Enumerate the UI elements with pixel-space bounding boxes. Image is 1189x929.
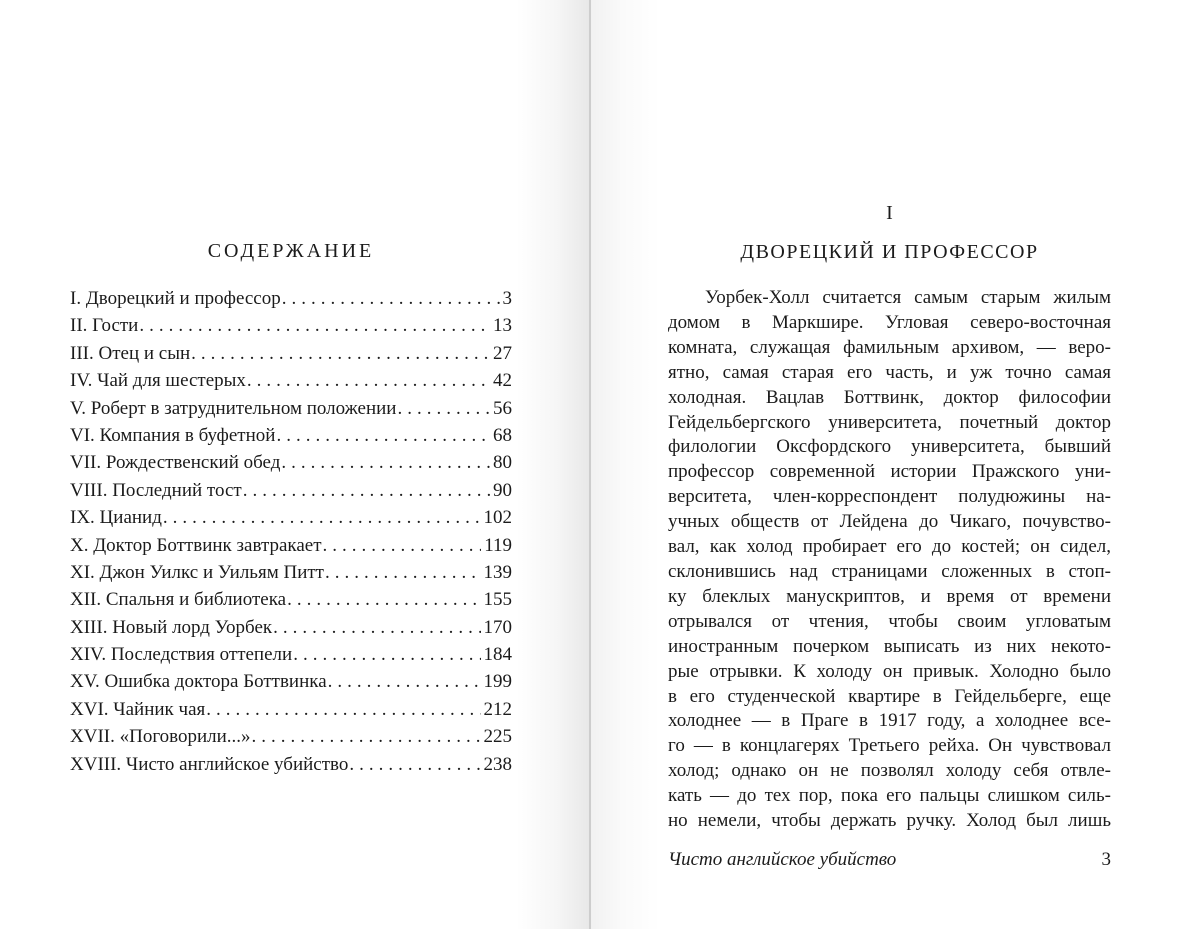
toc-row [70, 315, 512, 342]
body-line: холоднее — в Праге в 1917 году, а холоднее все- [668, 710, 1111, 732]
running-title: Чисто английское убийство [668, 849, 897, 870]
toc-entry-page: 225 [483, 726, 512, 748]
toc-entry-label: VIII. Последний тост [70, 479, 242, 501]
toc-entry-page: 42 [493, 370, 512, 392]
toc-entry-label: XVI. Чайник чая [70, 698, 206, 720]
body-line: холод; однако он не позволял холоду себя отвле- [668, 760, 1111, 782]
toc-entry-page: 199 [483, 671, 512, 693]
toc-title: СОДЕРЖАНИЕ [207, 240, 375, 262]
toc-dot-leader [243, 480, 490, 502]
toc-dot-leader [247, 370, 490, 392]
toc-dot-leader [276, 425, 490, 447]
body-line: го — в концлагерях Третьего рейха. Он чувствовал [668, 735, 1111, 757]
toc-dot-leader [287, 589, 480, 611]
toc-entry-page: 27 [493, 342, 512, 364]
toc-row [70, 425, 512, 452]
body-line: профессор современной истории Пражского уни- [668, 461, 1111, 483]
toc-entry-page: 3 [502, 288, 512, 309]
body-line: холодная. Вацлав Боттвинк, доктор философии [668, 386, 1111, 408]
toc-entry-page: 80 [493, 452, 512, 474]
toc-entry-label: IV. Чай для шестерых [70, 370, 246, 392]
toc-entry-page: 184 [483, 644, 512, 666]
toc-dot-leader [323, 535, 482, 557]
toc-entry-page: 68 [493, 424, 512, 446]
body-line: филологии Оксфордского университета, бывший [668, 436, 1111, 458]
toc-entry-page: 238 [483, 753, 512, 775]
toc-entry-label: XVIII. Чисто английское убийство [70, 753, 349, 775]
toc-entry-page: 155 [483, 589, 512, 611]
toc-row [70, 535, 512, 562]
toc-dot-leader [139, 315, 490, 337]
body-line: ятно, самая старая его часть, и уж точно самая [668, 361, 1111, 383]
body-line: в его студенческой квартире в Гейдельберге, еще [668, 685, 1111, 707]
toc-row [70, 398, 512, 425]
toc-entry-label: V. Роберт в затруднительном положении [70, 397, 397, 419]
body-line: отрывался от чтения, чтобы своим угловатым [668, 610, 1111, 632]
toc-dot-leader [293, 644, 480, 666]
toc-entry-label: II. Гости [70, 315, 139, 337]
toc-dot-leader [273, 617, 480, 639]
toc-dot-leader [397, 398, 490, 420]
toc-entry-label: III. Отец и сын [70, 342, 191, 364]
toc-entry-label: XI. Джон Уилкс и Уильям Питт [70, 561, 324, 583]
toc-row [70, 589, 512, 616]
toc-entry-page: 13 [493, 315, 512, 337]
body-line: кать — до тех пор, пока его пальцы слишком силь- [668, 785, 1111, 807]
toc-row [70, 288, 512, 315]
toc-row [70, 370, 512, 397]
toc-dot-leader [163, 507, 481, 529]
toc-dot-leader [325, 562, 481, 584]
body-line: Уорбек-Холл считается самым старым жилым [705, 287, 1111, 308]
chapter-number: I [886, 202, 893, 224]
toc-entry-page: 139 [483, 561, 512, 583]
toc-dot-leader [328, 671, 481, 693]
toc-dot-leader [206, 699, 480, 721]
toc-entry-label: VI. Компания в буфетной [70, 424, 276, 446]
body-line: рые отрывки. К холоду он привык. Холодно было [668, 660, 1111, 682]
toc-entry-label: XV. Ошибка доктора Боттвинка [70, 671, 327, 693]
toc-entry-page: 90 [493, 479, 512, 501]
toc-row [70, 562, 512, 589]
gutter-shadow-left [515, 0, 589, 929]
toc-row [70, 480, 512, 507]
body-line: вал, как холод пробирает его до костей; он сидел, [668, 536, 1111, 558]
toc-row [70, 617, 512, 644]
toc-dot-leader [281, 452, 490, 474]
toc-entry-label: IX. Цианид [70, 507, 162, 529]
toc-row [70, 343, 512, 370]
chapter-title: ДВОРЕЦКИЙ И ПРОФЕССОР [740, 241, 1039, 263]
toc-row [70, 699, 512, 726]
body-line: но немели, чтобы держать ручку. Холод был лишь [668, 810, 1111, 832]
toc-row [70, 507, 512, 534]
gutter-shadow-right [591, 0, 661, 929]
body-line: комната, служащая фамильным архивом, — веро- [668, 336, 1111, 358]
toc-entry-label: XII. Спальня и библиотека [70, 589, 287, 611]
toc-row [70, 754, 512, 781]
page-number: 3 [1101, 849, 1111, 870]
toc-entry-label: XVII. «Поговорили...» [70, 726, 251, 748]
toc-row [70, 671, 512, 698]
toc-list [70, 288, 512, 781]
toc-dot-leader [191, 343, 490, 365]
toc-row [70, 452, 512, 479]
body-line: склонившись над страницами сложенных в стоп- [668, 560, 1111, 582]
body-line: учных обществ от Лейдена до Чикаго, почувство- [668, 511, 1111, 533]
body-line: верситета, член-корреспондент полудюжины на- [668, 486, 1111, 508]
toc-entry-page: 170 [483, 616, 512, 638]
toc-entry-page: 212 [483, 698, 512, 720]
chapter-body [668, 286, 1111, 834]
toc-entry-label: X. Доктор Боттвинк завтракает [70, 534, 322, 556]
toc-entry-page: 56 [493, 397, 512, 419]
toc-row [70, 726, 512, 753]
body-line: Гейдельбергского университета, почетный доктор [668, 411, 1111, 433]
toc-row [70, 644, 512, 671]
toc-entry-label: XIII. Новый лорд Уорбек [70, 616, 273, 638]
toc-entry-page: 119 [484, 534, 512, 556]
toc-entry-label: I. Дворецкий и профессор [70, 288, 281, 309]
toc-dot-leader [349, 754, 480, 776]
body-line: домом в Маркшире. Угловая северо-восточная [668, 311, 1111, 333]
toc-entry-label: VII. Рождественский обед [70, 452, 281, 474]
toc-dot-leader [282, 288, 500, 310]
toc-entry-label: XIV. Последствия оттепели [70, 644, 293, 666]
toc-dot-leader [252, 726, 481, 748]
toc-entry-page: 102 [483, 507, 512, 529]
body-line: ку блеклых манускриптов, и время от времени [668, 585, 1111, 607]
body-line: иностранным почерком выписать из них некото- [668, 635, 1111, 657]
